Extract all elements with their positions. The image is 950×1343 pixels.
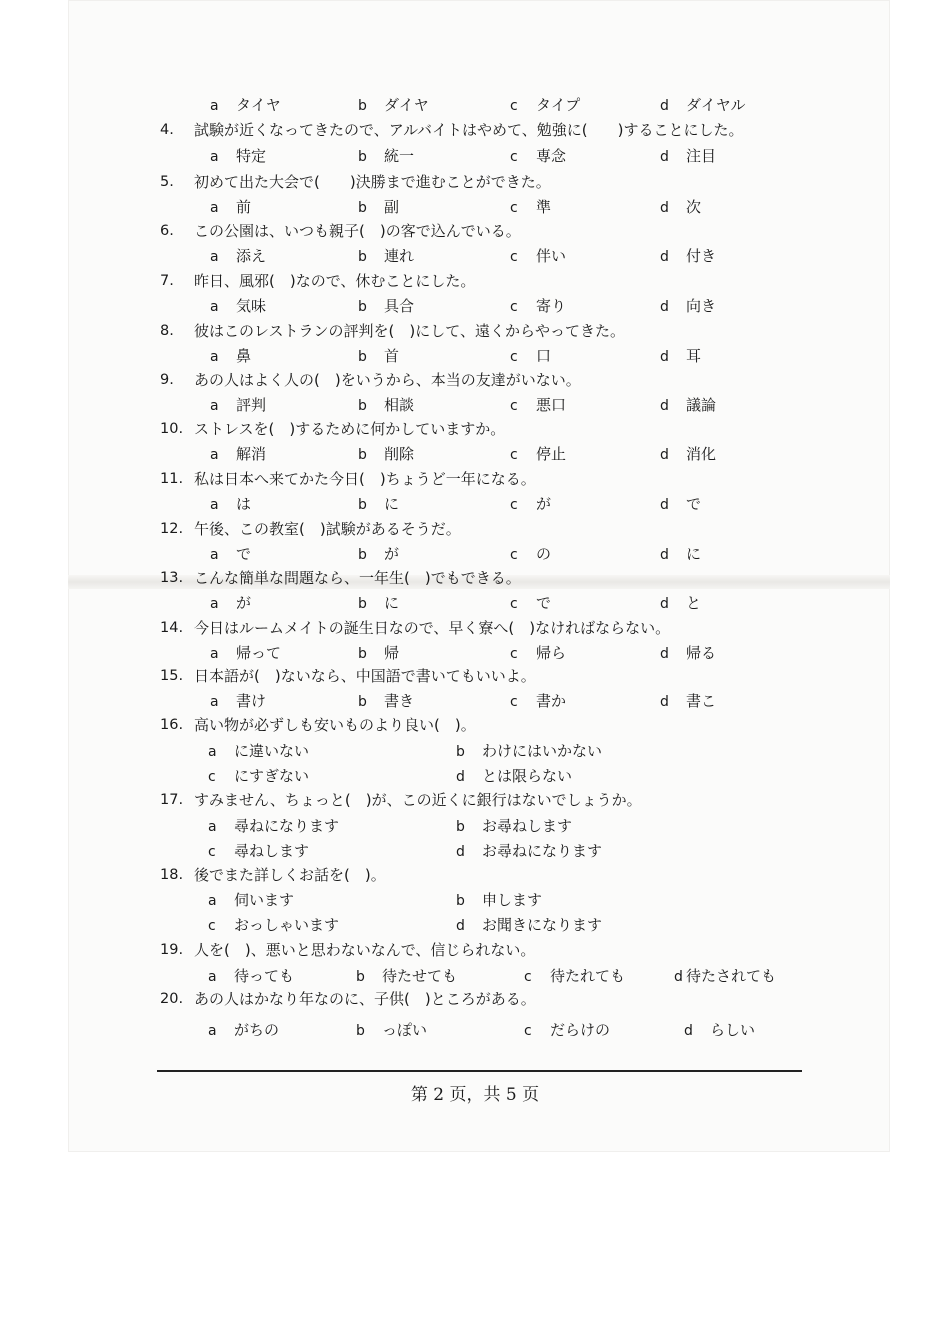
- question-number: 8.: [160, 323, 174, 339]
- option-b: b 相談: [358, 396, 415, 414]
- option-d: d 書こ: [660, 692, 717, 710]
- question-number: 16.: [160, 717, 184, 733]
- option-a: a 気味: [210, 297, 267, 315]
- question-number: 12.: [160, 521, 184, 537]
- option-d: d とは限らない: [456, 767, 573, 785]
- option-a: a 解消: [210, 445, 267, 463]
- question-text: 人を( )、悪いと思わないなんで、信じられない。: [194, 941, 536, 959]
- option-a: a 前: [210, 198, 252, 216]
- option-c: c の: [510, 545, 552, 563]
- option-d: d ダイヤル: [660, 96, 746, 114]
- option-a: a は: [210, 495, 252, 513]
- question-text: 彼はこのレストランの評判を( )にして、遠くからやってきた。: [194, 322, 625, 340]
- option-c: c が: [510, 495, 552, 513]
- option-d: d らしい: [684, 1021, 756, 1039]
- option-b: b 連れ: [358, 247, 415, 265]
- option-d: d お聞きになります: [456, 916, 603, 934]
- option-a: a 帰って: [210, 644, 282, 662]
- question-number: 20.: [160, 991, 184, 1007]
- question-text: 初めて出た大会で( )決勝まで進むことができた。: [194, 173, 551, 191]
- option-a: a がちの: [208, 1021, 280, 1039]
- question-text: 今日はルームメイトの誕生日なので、早く寮へ( )なければならない。: [194, 619, 671, 637]
- option-d: d 議論: [660, 396, 717, 414]
- option-d: d 向き: [660, 297, 717, 315]
- option-a: a 評判: [210, 396, 267, 414]
- option-b: b お尋ねします: [456, 817, 573, 835]
- option-a: a 特定: [210, 147, 267, 165]
- question-text: 日本語が( )ないなら、中国語で書いてもいいよ。: [194, 667, 536, 685]
- option-c: c 書か: [510, 692, 567, 710]
- option-d: d で: [660, 495, 702, 513]
- question-number: 18.: [160, 867, 184, 883]
- option-c: c で: [510, 594, 552, 612]
- option-a: a 伺います: [208, 891, 295, 909]
- question-number: 6.: [160, 223, 174, 239]
- option-a: a 書け: [210, 692, 267, 710]
- question-number: 13.: [160, 570, 184, 586]
- question-number: 4.: [160, 122, 174, 138]
- option-c: c 準: [510, 198, 552, 216]
- option-b: b が: [358, 545, 400, 563]
- option-d: d 待たされても: [674, 967, 777, 985]
- page-number: 第 2 页，共 5 页: [410, 1085, 540, 1105]
- question-text: あの人はよく人の( )をいうから、本当の友達がいない。: [194, 371, 581, 389]
- option-c: c 帰ら: [510, 644, 567, 662]
- option-c: c おっしゃいます: [208, 916, 340, 934]
- option-a: a 尋ねになります: [208, 817, 340, 835]
- question-number: 15.: [160, 668, 184, 684]
- question-text: 昨日、風邪( )なので、休むことにした。: [194, 272, 476, 290]
- option-b: b に: [358, 594, 400, 612]
- option-b: b 首: [358, 347, 400, 365]
- question-text: この公園は、いつも親子( )の客で込んでいる。: [194, 222, 521, 240]
- option-b: b 書き: [358, 692, 415, 710]
- question-number: 19.: [160, 942, 184, 958]
- footer-divider: [157, 1070, 802, 1072]
- option-d: d と: [660, 594, 702, 612]
- option-b: b 待たせても: [356, 967, 458, 985]
- question-number: 17.: [160, 792, 184, 808]
- option-d: d 帰る: [660, 644, 717, 662]
- option-a: a が: [210, 594, 252, 612]
- option-c: c 口: [510, 347, 552, 365]
- question-number: 10.: [160, 421, 184, 437]
- option-a: a で: [210, 545, 252, 563]
- option-d: d 消化: [660, 445, 717, 463]
- question-text: 私は日本へ来てかた今日( )ちょうど一年になる。: [194, 470, 536, 488]
- question-number: 9.: [160, 372, 174, 388]
- option-d: d 耳: [660, 347, 702, 365]
- option-b: b 具合: [358, 297, 415, 315]
- option-row: [0, 94, 950, 116]
- question-number: 14.: [160, 620, 184, 636]
- question-number: 11.: [160, 471, 184, 487]
- question-text: あの人はかなり年なのに、子供( )ところがある。: [194, 990, 536, 1008]
- option-b: b に: [358, 495, 400, 513]
- question-text: ストレスを( )するために何かしていますか。: [194, 420, 506, 438]
- option-c: c タイプ: [510, 96, 581, 114]
- option-b: b 副: [358, 198, 400, 216]
- option-b: b っぽい: [356, 1021, 428, 1039]
- option-d: d 次: [660, 198, 702, 216]
- option-b: b 統一: [358, 147, 415, 165]
- option-a: a 鼻: [210, 347, 252, 365]
- question-text: すみません、ちょっと( )が、この近くに銀行はないでしょうか。: [194, 791, 642, 809]
- option-a: a 添え: [210, 247, 267, 265]
- question-text: 後でまた詳しくお話を( )。: [194, 866, 386, 884]
- option-c: c にすぎない: [208, 767, 310, 785]
- question-text: こんな簡単な問題なら、一年生( )でもできる。: [194, 569, 521, 587]
- question-number: 5.: [160, 174, 174, 190]
- option-d: d 注目: [660, 147, 717, 165]
- question-text: 高い物が必ずしも安いものより良い( )。: [194, 716, 476, 734]
- question-text: 試験が近くなってきたので、アルバイトはやめて、勉強に( )することにした。: [194, 121, 744, 139]
- option-b: b 削除: [358, 445, 415, 463]
- option-c: c 悪口: [510, 396, 567, 414]
- option-c: c 待たれても: [524, 967, 626, 985]
- option-b: b 帰: [358, 644, 400, 662]
- option-b: b 申します: [456, 891, 543, 909]
- option-c: c 尋ねします: [208, 842, 310, 860]
- option-a: a 待っても: [208, 967, 295, 985]
- option-b: b わけにはいかない: [456, 742, 603, 760]
- option-d: d 付き: [660, 247, 717, 265]
- option-c: c 停止: [510, 445, 567, 463]
- question-text: 午後、この教室( )試験があるそうだ。: [194, 520, 461, 538]
- option-c: c 伴い: [510, 247, 567, 265]
- option-d: d お尋ねになります: [456, 842, 603, 860]
- option-a: a タイヤ: [210, 96, 281, 114]
- option-a: a に違いない: [208, 742, 310, 760]
- option-c: c 専念: [510, 147, 567, 165]
- option-d: d に: [660, 545, 702, 563]
- option-c: c だらけの: [524, 1021, 611, 1039]
- option-c: c 寄り: [510, 297, 567, 315]
- question-number: 7.: [160, 273, 174, 289]
- option-b: b ダイヤ: [358, 96, 429, 114]
